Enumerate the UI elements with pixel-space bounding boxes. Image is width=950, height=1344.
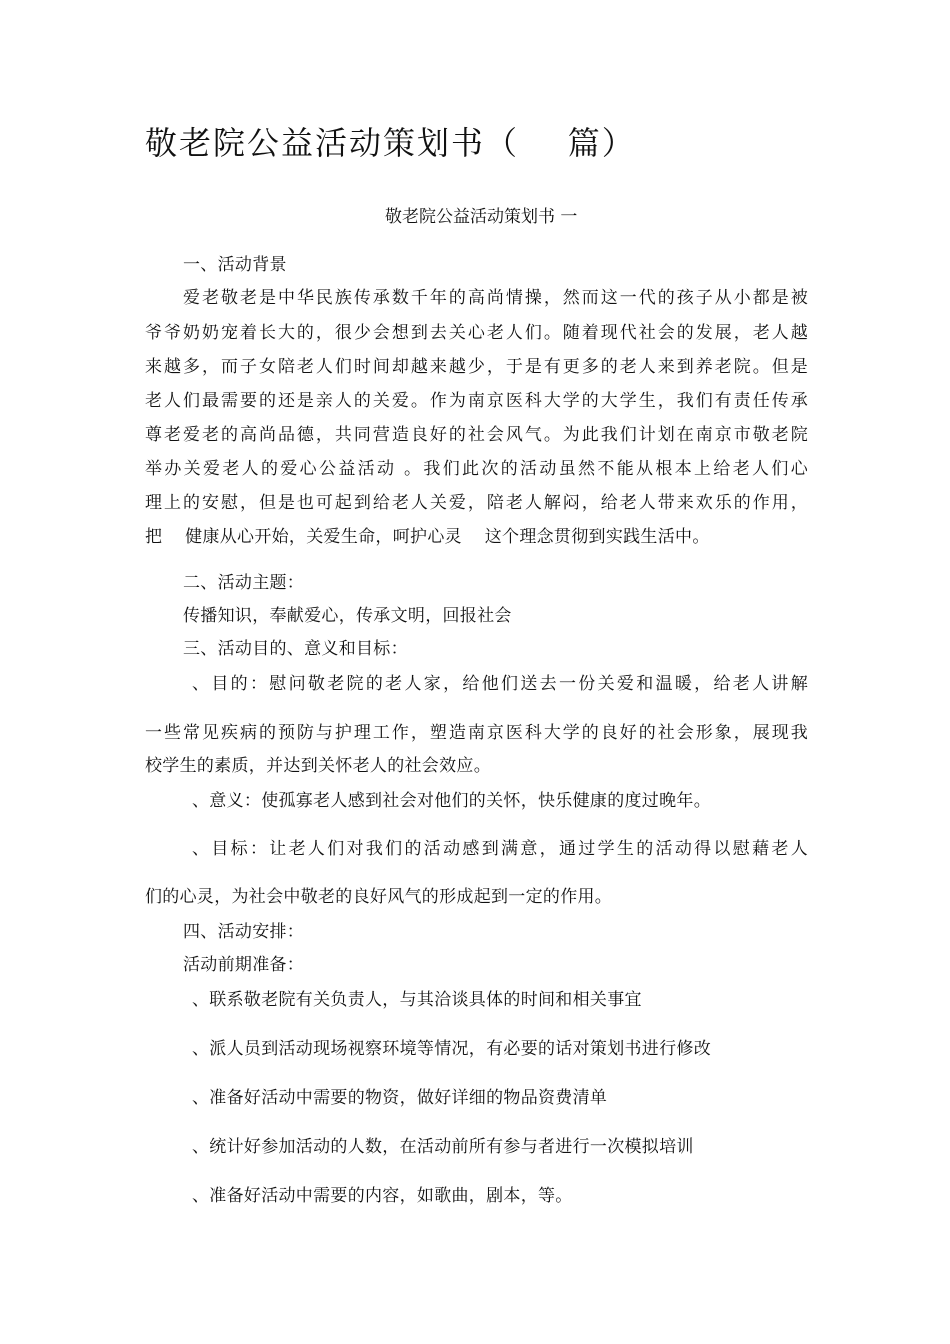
section-heading-theme: 二、活动主题： xyxy=(183,573,305,593)
prep-heading: 活动前期准备： xyxy=(183,955,305,975)
prep-item: 、统计好参加活动的人数，在活动前所有参与者进行一次模拟培训 xyxy=(192,1137,694,1157)
prep-item: 、准备好活动中需要的内容，如歌曲，剧本，等。 xyxy=(192,1186,573,1206)
paragraph-line: 来越多，而子女陪老人们时间却越来越少，于是有更多的老人来到养老院。但是 xyxy=(145,357,808,377)
document-subtitle: 敬老院公益活动策划书 一 xyxy=(385,207,578,227)
prep-item: 、派人员到活动现场视察环境等情况，有必要的话对策划书进行修改 xyxy=(192,1039,711,1059)
paragraph-line: 举办关爱老人的爱心公益活动 。我们此次的活动虽然不能从根本上给老人们心 xyxy=(145,459,808,479)
paragraph-line: 把 健康从心开始，关爱生命，呵护心灵 这个理念贯彻到实践生活中。 xyxy=(145,527,710,547)
meaning-line: 、意义：使孤寡老人感到社会对他们的关怀，快乐健康的度过晚年。 xyxy=(192,791,711,811)
target-line: 们的心灵，为社会中敬老的良好风气的形成起到一定的作用。 xyxy=(145,887,613,907)
theme-text: 传播知识，奉献爱心，传承文明，回报社会 xyxy=(183,606,512,626)
target-line: 、目标：让老人们对我们的活动感到满意，通过学生的活动得以慰藉老人 xyxy=(192,839,808,859)
section-heading-background: 一、活动背景 xyxy=(183,255,287,275)
paragraph-line: 尊老爱老的高尚品德，共同营造良好的社会风气。为此我们计划在南京市敬老院 xyxy=(145,425,808,445)
paragraph-line: 理上的安慰，但是也可起到给老人关爱，陪老人解闷，给老人带来欢乐的作用， xyxy=(145,493,808,513)
prep-item: 、准备好活动中需要的物资，做好详细的物品资费清单 xyxy=(192,1088,608,1108)
paragraph-line: 老人们最需要的还是亲人的关爱。作为南京医科大学的大学生，我们有责任传承 xyxy=(145,391,808,411)
prep-item: 、联系敬老院有关负责人，与其洽谈具体的时间和相关事宜 xyxy=(192,990,642,1010)
paragraph-line: 爷爷奶奶宠着长大的，很少会想到去关心老人们。随着现代社会的发展，老人越 xyxy=(145,323,808,343)
section-heading-arrangement: 四、活动安排： xyxy=(183,922,305,942)
purpose-line: 一些常见疾病的预防与护理工作，塑造南京医科大学的良好的社会形象，展现我 xyxy=(145,723,808,743)
purpose-line: 校学生的素质，并达到关怀老人的社会效应。 xyxy=(145,756,491,776)
document-title: 敬老院公益活动策划书（ 篇） xyxy=(145,124,636,162)
purpose-line: 、目的：慰问敬老院的老人家，给他们送去一份关爱和温暖，给老人讲解 xyxy=(192,674,808,694)
section-heading-goals: 三、活动目的、意义和目标： xyxy=(183,639,408,659)
paragraph-line: 爱老敬老是中华民族传承数千年的高尚情操，然而这一代的孩子从小都是被 xyxy=(183,288,808,308)
